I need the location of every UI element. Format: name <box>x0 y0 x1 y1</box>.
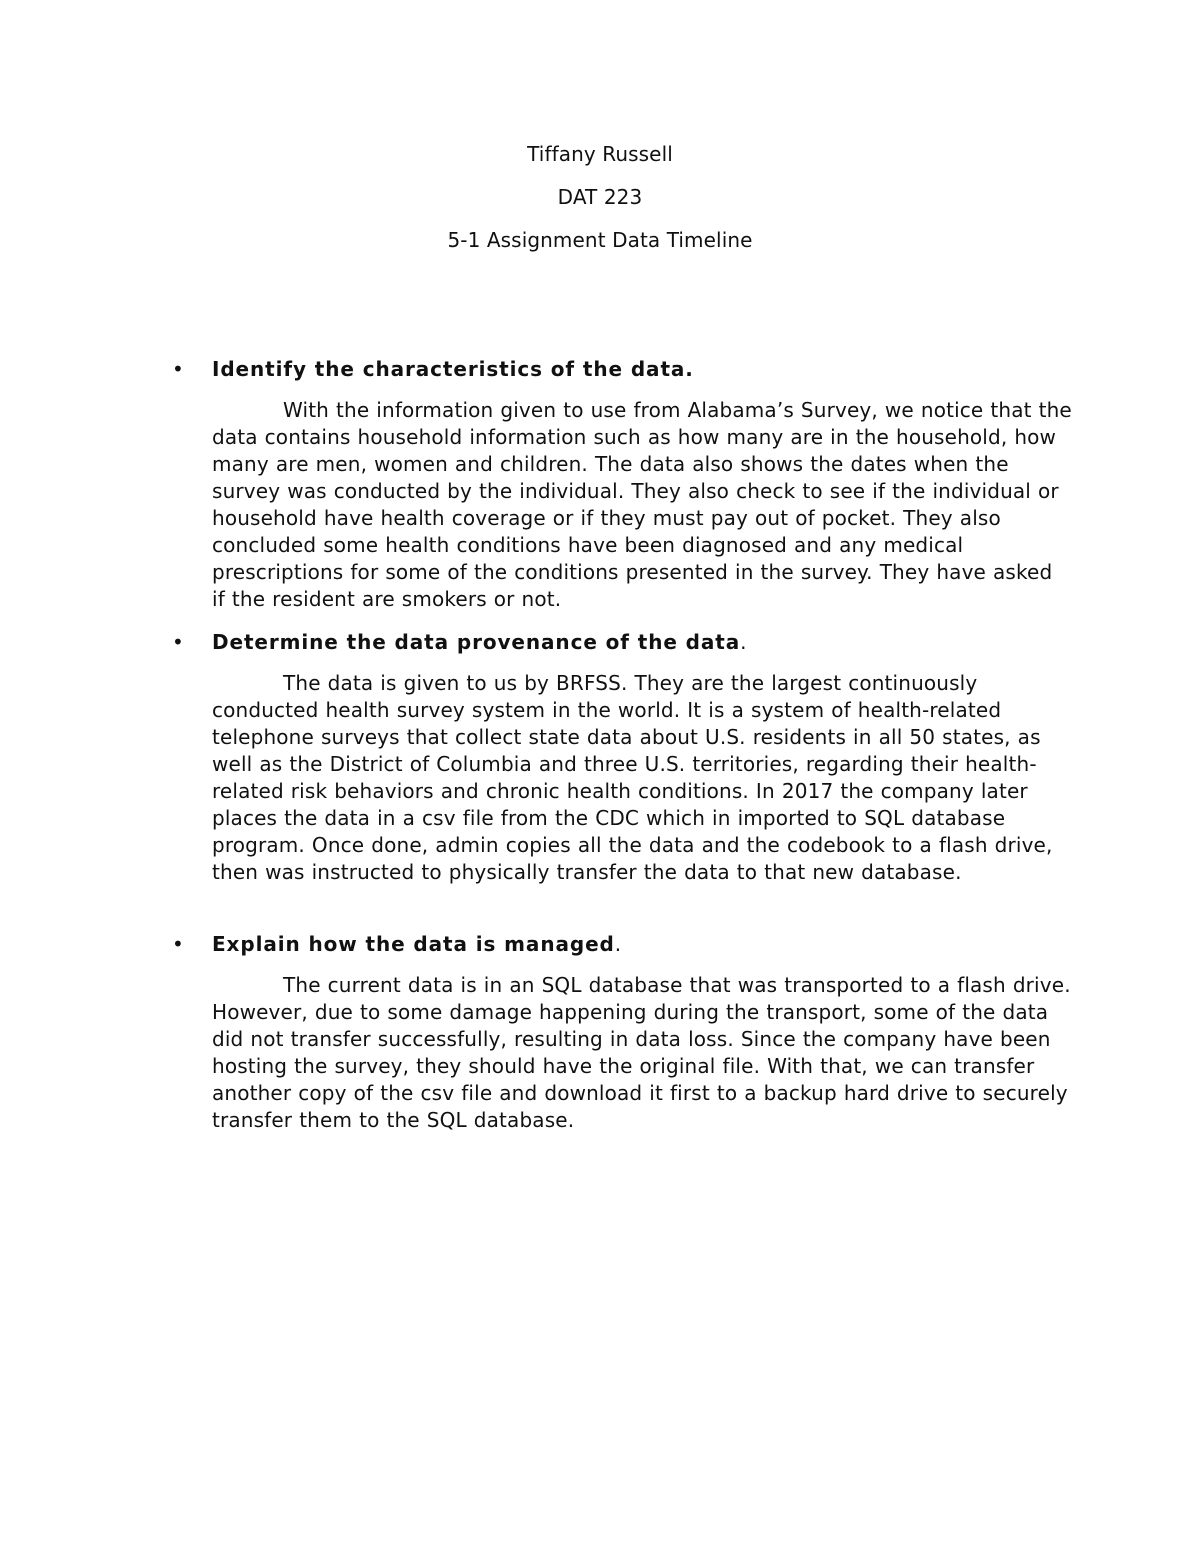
section-characteristics <box>172 355 1072 613</box>
section-body: The current data is in an SQL database that was transported to a flash drive. However, due to some damage happening during the transport, some of the data did not transfer successfully, resulting in data loss. Since the company have been hosting the survey, they should have the original file. With that, we can transfer another copy of the csv file and download it first to a backup hard drive to securely transfer them to the SQL database. <box>212 973 1071 1132</box>
author-name: Tiffany Russell <box>527 142 673 166</box>
section-heading-trail: . <box>614 932 623 956</box>
course-code: DAT 223 <box>557 185 643 209</box>
section-heading <box>212 355 694 383</box>
section-heading-text: Explain how the data is managed <box>212 932 615 956</box>
section-heading-row <box>172 930 1072 958</box>
section-heading-row <box>172 355 1072 383</box>
section-provenance <box>172 628 1072 886</box>
bullet-icon: • <box>172 357 184 381</box>
section-heading-text: Determine the data provenance of the data <box>212 630 741 654</box>
section-body: With the information given to use from Alabama’s Survey, we notice that the data contains household information such as how many are in the household, how many are men, women and children. The data also shows the dates when the survey was conducted by the individual. They also check to see if the individual or household have health coverage or if they must pay out of pocket. They also concluded some health conditions have been diagnosed and any medical prescriptions for some of the conditions presented in the survey. They have asked if the resident are smokers or not. <box>212 398 1072 611</box>
bullet-icon: • <box>172 630 184 654</box>
section-heading-text: Identify the characteristics of the data. <box>212 357 694 381</box>
section-management <box>172 930 1072 1134</box>
section-heading-row <box>172 628 1072 656</box>
assignment-title: 5-1 Assignment Data Timeline <box>447 228 753 252</box>
bullet-icon: • <box>172 932 184 956</box>
section-heading-trail: . <box>740 630 748 654</box>
section-body: The data is given to us by BRFSS. They are the largest continuously conducted health survey system in the world. It is a system of health-related telephone surveys that collect state data about U.S. residents in all 50 states, as well as the District of Columbia and three U.S. territories, regarding their health-related risk behaviors and chronic health conditions. In 2017 the company later places the data in a csv file from the CDC which in imported to SQL database program. Once done, admin copies all the data and the codebook to a flash drive, then was instructed to physically transfer the data to that new database. <box>212 671 1053 884</box>
section-heading <box>212 628 747 656</box>
section-heading <box>212 930 622 958</box>
